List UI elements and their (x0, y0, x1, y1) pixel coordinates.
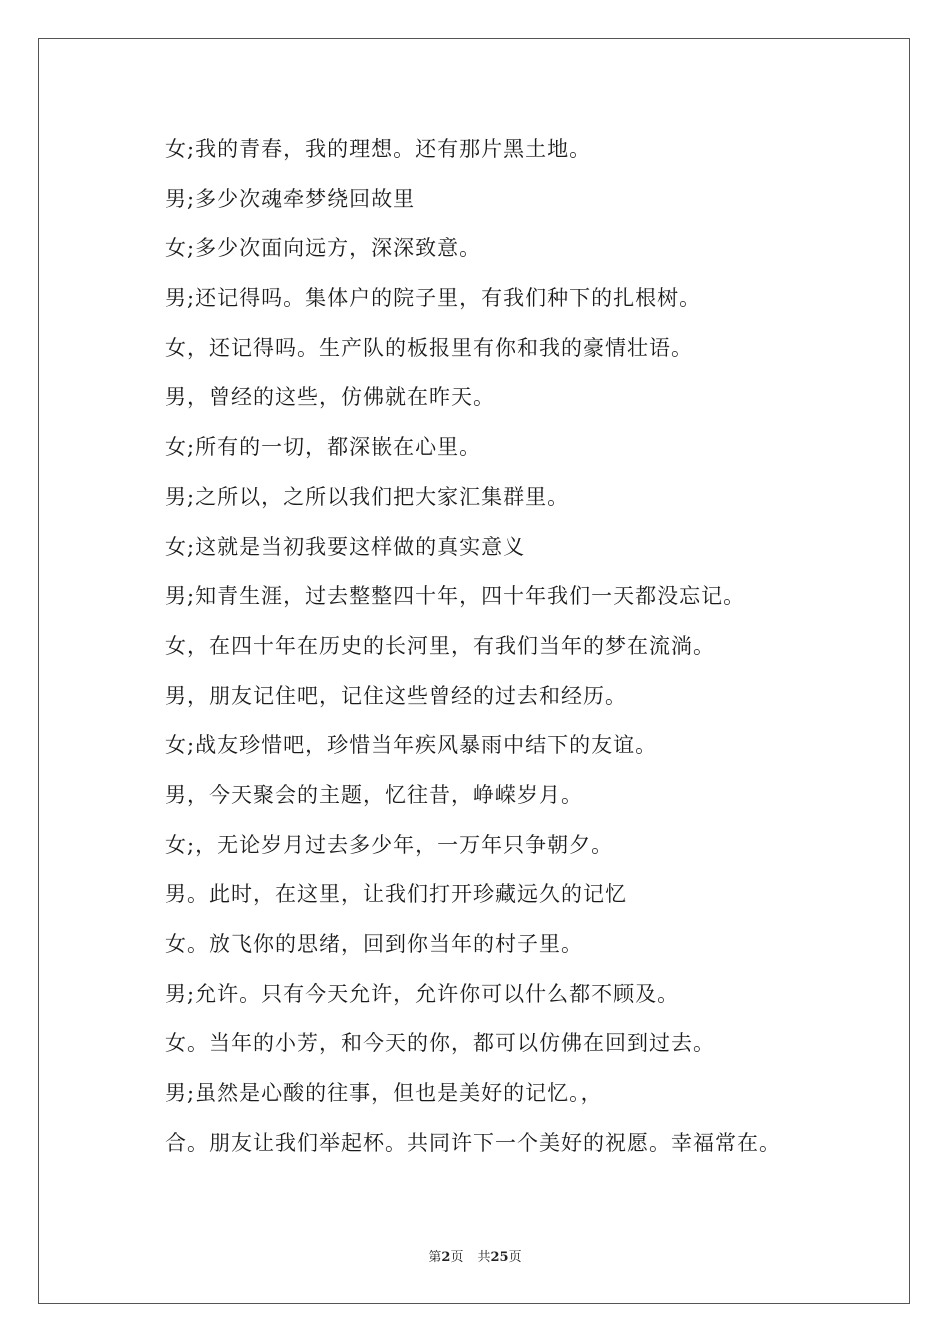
text-line: 女;这就是当初我要这样做的真实意义 (165, 534, 526, 559)
page-prefix: 第 (428, 1250, 442, 1265)
text-line: 女;所有的一切，都深嵌在心里。 (165, 435, 482, 460)
text-line: 男;多少次魂牵梦绕回故里 (165, 186, 416, 211)
text-line: 男;之所以，之所以我们把大家汇集群里。 (165, 484, 570, 509)
text-line: 男;知青生涯，过去整整四十年，四十年我们一天都没忘记。 (165, 584, 746, 609)
text-line: 男，朋友记住吧，记住这些曾经的过去和经历。 (165, 683, 627, 708)
text-line: 合。朋友让我们举起杯。共同许下一个美好的祝愿。幸福常在。 (165, 1130, 781, 1155)
text-line: 女，还记得吗。生产队的板报里有你和我的豪情壮语。 (165, 335, 693, 360)
text-line: 男，今天聚会的主题，忆往昔，峥嵘岁月。 (165, 782, 583, 807)
page-footer (0, 1246, 950, 1265)
text-line: 男;虽然是心酸的往事，但也是美好的记忆。， (165, 1081, 603, 1106)
text-line: 女。放飞你的思绪，回到你当年的村子里。 (165, 932, 583, 956)
text-line: 男。此时，在这里，让我们打开珍藏远久的记忆 (165, 882, 627, 907)
document-body (165, 132, 865, 1175)
text-line: 女，在四十年在历史的长河里，有我们当年的梦在流淌。 (165, 633, 715, 658)
page-suffix: 页 (450, 1250, 464, 1265)
total-suffix: 页 (508, 1250, 522, 1265)
text-line: 男;允许。只有今天允许，允许你可以什么都不顾及。 (165, 981, 680, 1006)
text-line: 男，曾经的这些，仿佛就在昨天。 (165, 385, 495, 410)
text-line: 女。当年的小芳，和今天的你，都可以仿佛在回到过去。 (165, 1031, 715, 1056)
text-line: 女;，无论岁月过去多少年，一万年只争朝夕。 (165, 832, 614, 857)
total-prefix: 共 (477, 1250, 491, 1265)
page-number: 2 (441, 1250, 451, 1265)
text-line: 女;多少次面向远方，深深致意。 (165, 236, 482, 261)
total-pages: 25 (490, 1250, 509, 1265)
text-line: 女;战友珍惜吧，珍惜当年疾风暴雨中结下的友谊。 (165, 733, 658, 758)
text-line: 女;我的青春，我的理想。还有那片黑土地。 (165, 137, 592, 161)
text-line: 男;还记得吗。集体户的院子里，有我们种下的扎根树。 (165, 286, 702, 311)
